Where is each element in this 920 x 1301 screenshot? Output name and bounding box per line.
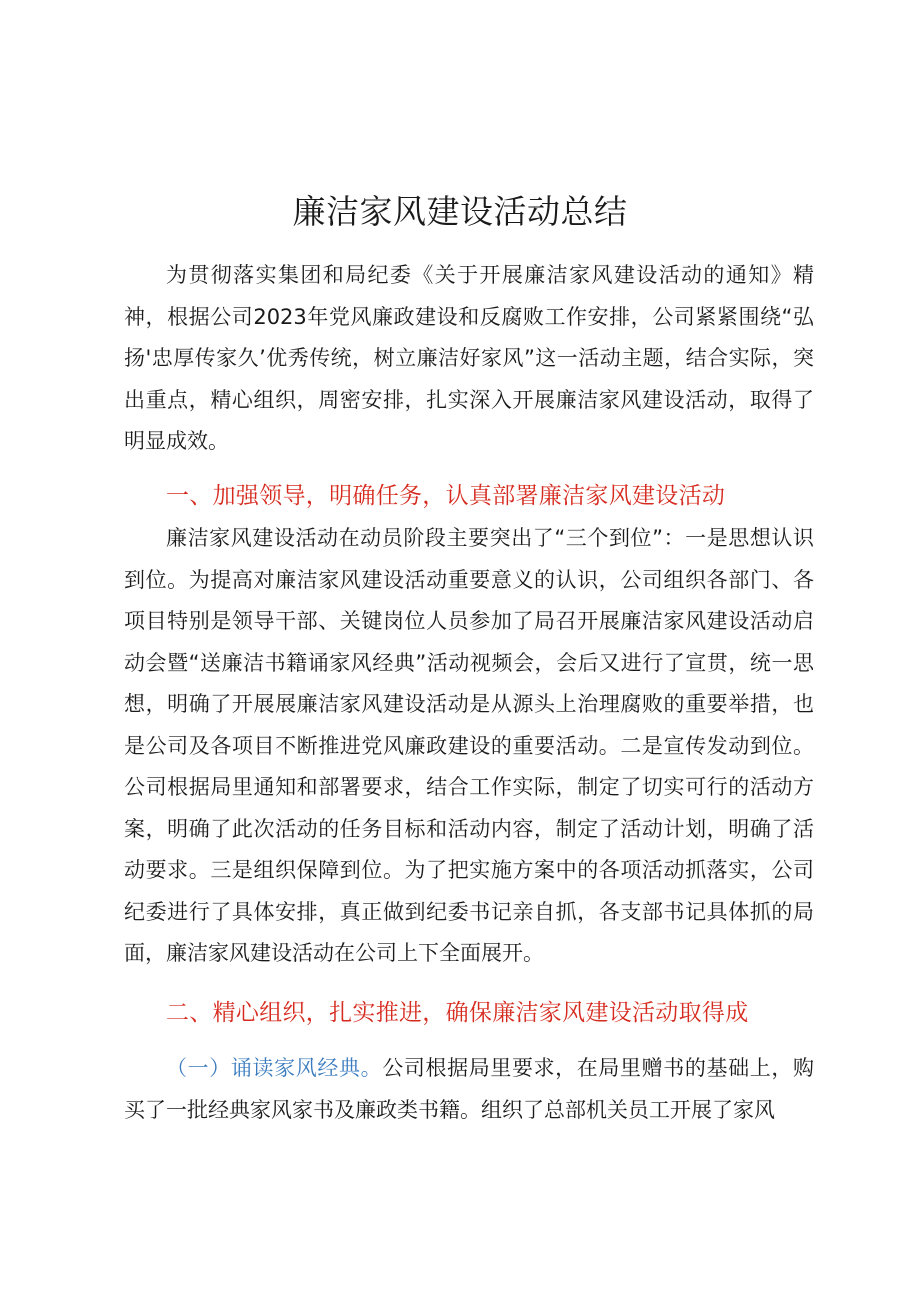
- subsection-1-label: （一）诵读家风经典。: [166, 1056, 383, 1080]
- section-1-paragraph: 廉洁家风建设活动在动员阶段主要突出了“三个到位”：一是思想认识到位。为提高对廉洁家风建设活动重要意义的认识，公司组织各部门、各项目特别是领导干部、关键岗位人员参加了局召开展廉洁家风建设活动启动会暨“送廉洁书籍诵家风经典”活动视频会，会后又进行了宣贯，统一思想，明确了开展展廉洁家风建设活动是从源头上治理腐败的重要举措，也是公司及各项目不断推进党风廉政建设的重要活动。二是宣传发动到位。公司根据局里通知和部署要求，结合工作实际，制定了切实可行的活动方案，明确了此次活动的任务目标和活动内容，制定了活动计划，明确了活动要求。三是组织保障到位。为了把实施方案中的各项活动抓落实，公司纪委进行了具体安排，真正做到纪委书记亲自抓，各支部书记具体抓的局面，廉洁家风建设活动在公司上下全面展开。: [124, 526, 814, 965]
- intro-paragraph: 为贯彻落实集团和局纪委《关于开展廉洁家风建设活动的通知》精神，根据公司2023年党风廉政建设和反腐败工作安排，公司紧紧围绕“弘扬'忠厚传家久’优秀传统，树立廉洁好家风”这一活动主题，结合实际，突出重点，精心组织，周密安排，扎实深入开展廉洁家风建设活动，取得了明显成效。: [124, 263, 814, 453]
- subsection-1-body: 公司根据局里要求，在局里赠书的基础上，购买了一批经典家风家书及廉政类书籍。组织了总部机关员工开展了家风: [124, 1056, 815, 1122]
- document-title: 廉洁家风建设活动总结: [292, 192, 628, 231]
- section-2-heading: 二、精心组织，扎实推进，确保廉洁家风建设活动取得成: [166, 1000, 749, 1026]
- section-2-paragraph: [124, 1048, 814, 1131]
- section-1-heading: 一、加强领导，明确任务，认真部署廉洁家风建设活动: [166, 483, 726, 509]
